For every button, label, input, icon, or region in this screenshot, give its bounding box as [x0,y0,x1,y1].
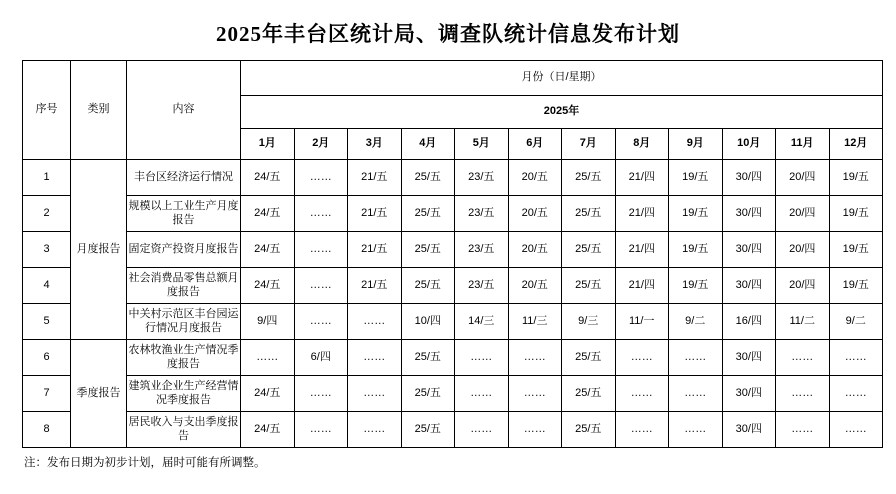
cell-m11: …… [776,340,830,376]
cell-m3: …… [348,412,402,448]
table-row [23,160,883,196]
cell-m1: …… [241,340,295,376]
cell-m10: 30/四 [722,196,776,232]
cell-m10: 30/四 [722,268,776,304]
cell-m10: 30/四 [722,340,776,376]
cell-m6: 20/五 [508,160,562,196]
cell-m8: 11/一 [615,304,669,340]
cell-m5: …… [455,340,509,376]
cell-m2: …… [294,196,348,232]
header-content: 内容 [127,61,241,160]
header-month-6: 6月 [508,129,562,160]
table-row [23,232,883,268]
cell-m2: …… [294,304,348,340]
header-month-2: 2月 [294,129,348,160]
row-content: 规模以上工业生产月度报告 [127,196,241,232]
cell-m3: 21/五 [348,232,402,268]
table-row [23,268,883,304]
cell-m12: 19/五 [829,160,883,196]
cell-m2: …… [294,232,348,268]
cell-m6: 20/五 [508,232,562,268]
category-monthly: 月度报告 [71,160,127,340]
cell-m11: 11/二 [776,304,830,340]
cell-m4: 10/四 [401,304,455,340]
row-content: 中关村示范区丰台园运行情况月度报告 [127,304,241,340]
row-seq: 2 [23,196,71,232]
header-year: 2025年 [241,96,883,129]
header-month-1: 1月 [241,129,295,160]
cell-m2: …… [294,160,348,196]
header-month-5: 5月 [455,129,509,160]
cell-m12: …… [829,376,883,412]
cell-m11: 20/四 [776,268,830,304]
cell-m3: 21/五 [348,160,402,196]
table-row [23,340,883,376]
row-seq: 5 [23,304,71,340]
cell-m9: 19/五 [669,160,723,196]
cell-m1: 9/四 [241,304,295,340]
cell-m12: 19/五 [829,268,883,304]
cell-m7: 25/五 [562,412,616,448]
cell-m9: 9/二 [669,304,723,340]
cell-m6: …… [508,376,562,412]
cell-m1: 24/五 [241,232,295,268]
header-seq: 序号 [23,61,71,160]
row-content: 社会消费品零售总额月度报告 [127,268,241,304]
cell-m11: 20/四 [776,160,830,196]
cell-m10: 16/四 [722,304,776,340]
cell-m4: 25/五 [401,376,455,412]
cell-m9: 19/五 [669,268,723,304]
cell-m4: 25/五 [401,412,455,448]
cell-m5: 14/三 [455,304,509,340]
row-seq: 7 [23,376,71,412]
cell-m7: 25/五 [562,160,616,196]
cell-m4: 25/五 [401,196,455,232]
cell-m4: 25/五 [401,160,455,196]
cell-m8: …… [615,340,669,376]
cell-m8: …… [615,412,669,448]
row-content: 居民收入与支出季度报告 [127,412,241,448]
cell-m11: 20/四 [776,232,830,268]
cell-m4: 25/五 [401,268,455,304]
cell-m1: 24/五 [241,160,295,196]
cell-m5: …… [455,412,509,448]
cell-m6: 20/五 [508,268,562,304]
table-row [23,376,883,412]
cell-m3: 21/五 [348,268,402,304]
cell-m2: …… [294,268,348,304]
row-seq: 1 [23,160,71,196]
cell-m7: 9/三 [562,304,616,340]
row-content: 丰台区经济运行情况 [127,160,241,196]
cell-m7: 25/五 [562,268,616,304]
cell-m5: 23/五 [455,268,509,304]
cell-m3: …… [348,304,402,340]
table-row [23,412,883,448]
row-content: 农林牧渔业生产情况季度报告 [127,340,241,376]
cell-m12: …… [829,340,883,376]
cell-m4: 25/五 [401,232,455,268]
header-month-8: 8月 [615,129,669,160]
cell-m10: 30/四 [722,376,776,412]
cell-m10: 30/四 [722,232,776,268]
cell-m7: 25/五 [562,232,616,268]
cell-m1: 24/五 [241,196,295,232]
cell-m8: 21/四 [615,196,669,232]
cell-m2: …… [294,412,348,448]
cell-m4: 25/五 [401,340,455,376]
header-category: 类别 [71,61,127,160]
cell-m9: …… [669,412,723,448]
cell-m1: 24/五 [241,376,295,412]
row-content: 建筑业企业生产经营情况季度报告 [127,376,241,412]
row-seq: 4 [23,268,71,304]
row-seq: 6 [23,340,71,376]
cell-m6: 20/五 [508,196,562,232]
row-content: 固定资产投资月度报告 [127,232,241,268]
cell-m3: …… [348,376,402,412]
cell-m5: 23/五 [455,160,509,196]
header-month-7: 7月 [562,129,616,160]
cell-m9: …… [669,376,723,412]
cell-m6: 11/三 [508,304,562,340]
cell-m12: 9/二 [829,304,883,340]
header-month-4: 4月 [401,129,455,160]
header-month-12: 12月 [829,129,883,160]
cell-m5: 23/五 [455,196,509,232]
cell-m5: …… [455,376,509,412]
cell-m7: 25/五 [562,196,616,232]
cell-m9: 19/五 [669,232,723,268]
header-months-group: 月份（日/星期） [241,61,883,96]
table-header [23,61,883,160]
cell-m7: 25/五 [562,340,616,376]
cell-m12: 19/五 [829,232,883,268]
table-row [23,196,883,232]
category-quarterly: 季度报告 [71,340,127,448]
row-seq: 8 [23,412,71,448]
cell-m10: 30/四 [722,160,776,196]
cell-m6: …… [508,412,562,448]
header-month-11: 11月 [776,129,830,160]
row-seq: 3 [23,232,71,268]
cell-m9: 19/五 [669,196,723,232]
cell-m7: 25/五 [562,376,616,412]
header-month-10: 10月 [722,129,776,160]
cell-m3: …… [348,340,402,376]
cell-m10: 30/四 [722,412,776,448]
cell-m8: 21/四 [615,268,669,304]
cell-m6: …… [508,340,562,376]
cell-m11: …… [776,376,830,412]
cell-m9: …… [669,340,723,376]
publication-plan-table [22,60,883,448]
cell-m12: 19/五 [829,196,883,232]
table-row [23,304,883,340]
header-month-9: 9月 [669,129,723,160]
cell-m11: …… [776,412,830,448]
cell-m1: 24/五 [241,412,295,448]
cell-m2: …… [294,376,348,412]
cell-m8: 21/四 [615,232,669,268]
cell-m12: …… [829,412,883,448]
cell-m3: 21/五 [348,196,402,232]
cell-m8: 21/四 [615,160,669,196]
cell-m5: 23/五 [455,232,509,268]
page-title: 2025年丰台区统计局、调查队统计信息发布计划 [216,22,680,46]
cell-m11: 20/四 [776,196,830,232]
table-body [23,160,883,448]
header-month-3: 3月 [348,129,402,160]
table-note: 注：发布日期为初步计划，届时可能有所调整。 [24,457,266,469]
cell-m2: 6/四 [294,340,348,376]
cell-m1: 24/五 [241,268,295,304]
cell-m8: …… [615,376,669,412]
